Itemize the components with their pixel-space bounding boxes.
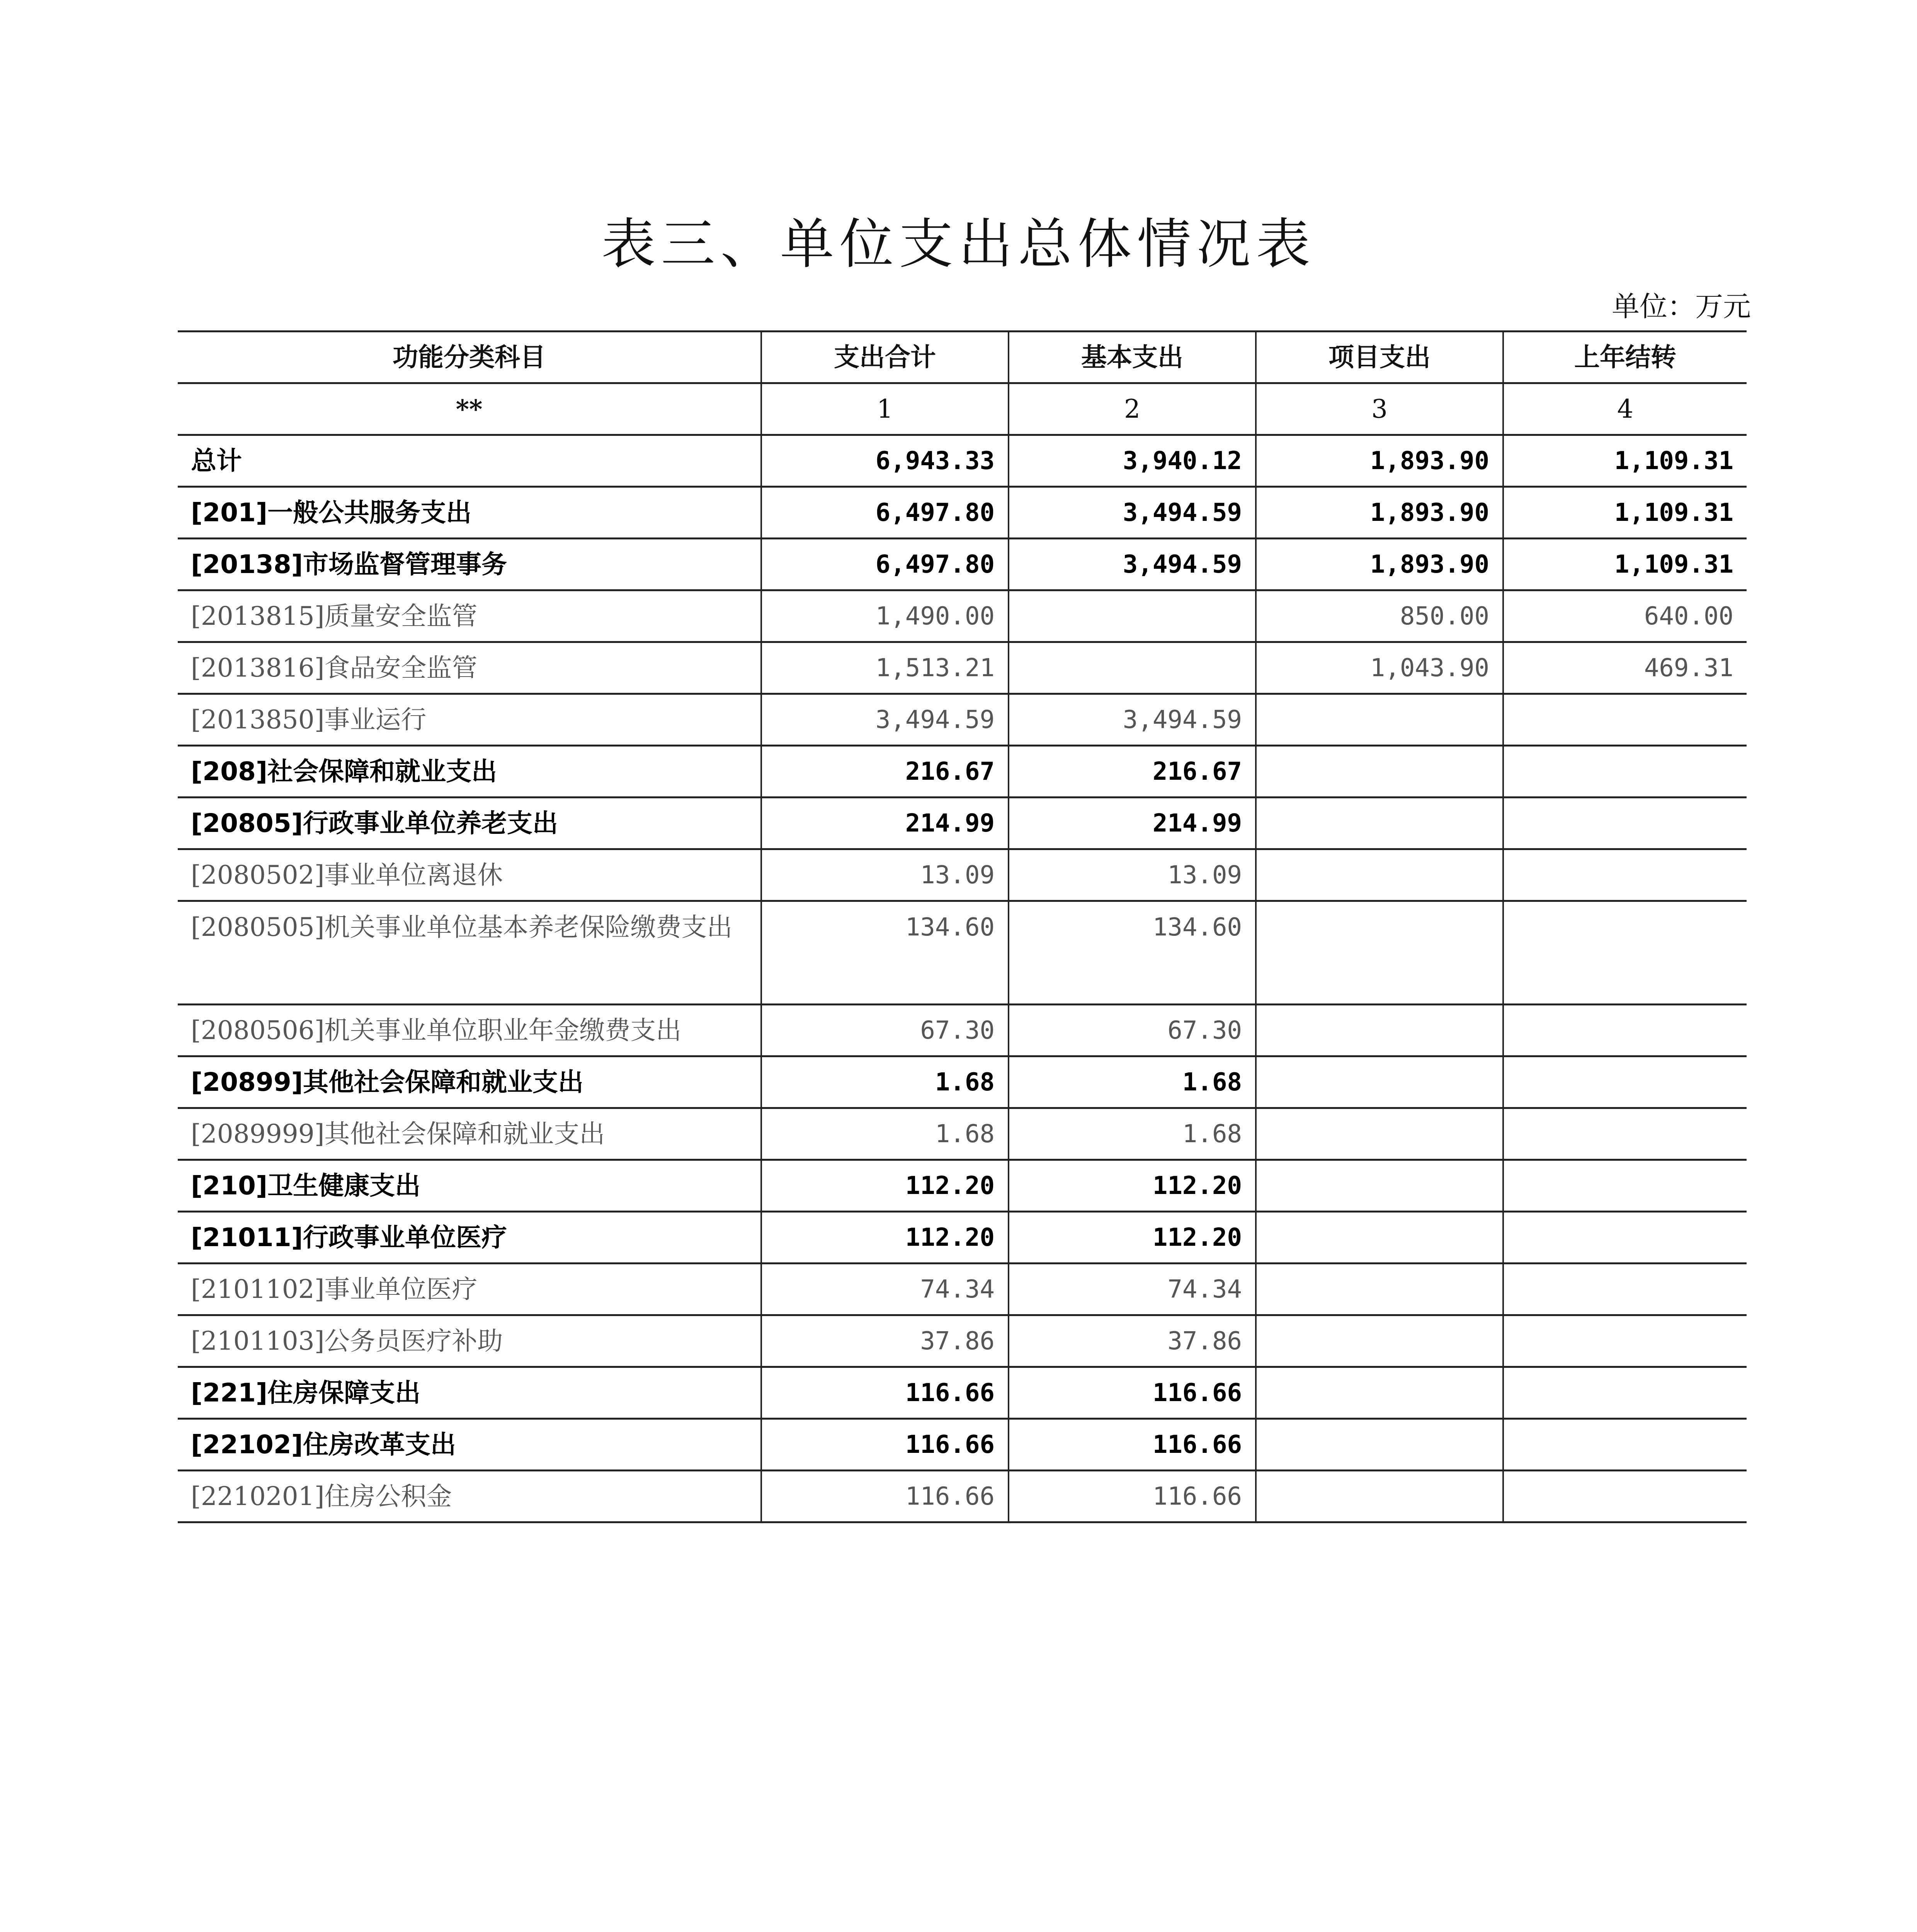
- col-header-basic: 基本支出: [1009, 332, 1256, 383]
- basic-cell: 112.20: [1009, 1160, 1256, 1212]
- carryover-cell: [1503, 1212, 1747, 1264]
- table-row: [178, 694, 1747, 746]
- project-cell: [1256, 1315, 1503, 1367]
- subject-cell: [2101103]公务员医疗补助: [178, 1315, 761, 1367]
- index-cell: 3: [1256, 383, 1503, 435]
- total-cell: 6,497.80: [761, 487, 1009, 539]
- table-row: [178, 1056, 1747, 1108]
- total-cell: 13.09: [761, 849, 1009, 901]
- carryover-cell: [1503, 1471, 1747, 1522]
- basic-cell: 216.67: [1009, 746, 1256, 798]
- carryover-cell: [1503, 1315, 1747, 1367]
- total-cell: 216.67: [761, 746, 1009, 798]
- subject-cell: [20805]行政事业单位养老支出: [178, 798, 761, 849]
- project-cell: 850.00: [1256, 590, 1503, 642]
- basic-cell: 3,494.59: [1009, 487, 1256, 539]
- index-cell: 1: [761, 383, 1009, 435]
- col-header-project: 项目支出: [1256, 332, 1503, 383]
- table-row: [178, 435, 1747, 487]
- subject-cell: [2089999]其他社会保障和就业支出: [178, 1108, 761, 1160]
- table-row: [178, 1419, 1747, 1471]
- table-row: [178, 590, 1747, 642]
- basic-cell: 3,494.59: [1009, 539, 1256, 590]
- basic-cell: [1009, 590, 1256, 642]
- subject-cell: [2210201]住房公积金: [178, 1471, 761, 1522]
- table-body: [178, 435, 1747, 1522]
- table-row: [178, 487, 1747, 539]
- project-cell: [1256, 1264, 1503, 1315]
- table-row: [178, 1264, 1747, 1315]
- page-title: 表三、单位支出总体情况表: [601, 213, 1316, 276]
- index-row: [178, 383, 1747, 435]
- index-cell: 4: [1503, 383, 1747, 435]
- table-row: [178, 1160, 1747, 1212]
- carryover-cell: [1503, 694, 1747, 746]
- subject-cell: [2013816]食品安全监管: [178, 642, 761, 694]
- basic-cell: 67.30: [1009, 1005, 1256, 1056]
- carryover-cell: [1503, 746, 1747, 798]
- basic-cell: 116.66: [1009, 1367, 1256, 1419]
- project-cell: [1256, 1160, 1503, 1212]
- project-cell: 1,043.90: [1256, 642, 1503, 694]
- project-cell: 1,893.90: [1256, 487, 1503, 539]
- basic-cell: 1.68: [1009, 1108, 1256, 1160]
- subject-cell: [20899]其他社会保障和就业支出: [178, 1056, 761, 1108]
- carryover-cell: [1503, 1264, 1747, 1315]
- total-cell: 116.66: [761, 1367, 1009, 1419]
- total-cell: 112.20: [761, 1212, 1009, 1264]
- carryover-cell: 1,109.31: [1503, 487, 1747, 539]
- carryover-cell: 1,109.31: [1503, 435, 1747, 487]
- project-cell: [1256, 1005, 1503, 1056]
- total-cell: 1,490.00: [761, 590, 1009, 642]
- col-header-subject: 功能分类科目: [178, 332, 761, 383]
- basic-cell: 214.99: [1009, 798, 1256, 849]
- total-cell: 74.34: [761, 1264, 1009, 1315]
- project-cell: [1256, 849, 1503, 901]
- total-cell: 1.68: [761, 1056, 1009, 1108]
- total-cell: 67.30: [761, 1005, 1009, 1056]
- header-row: [178, 332, 1747, 383]
- project-cell: [1256, 1471, 1503, 1522]
- basic-cell: 116.66: [1009, 1419, 1256, 1471]
- carryover-cell: [1503, 798, 1747, 849]
- subject-cell: [2080505]机关事业单位基本养老保险缴费支出: [178, 901, 761, 1005]
- carryover-cell: [1503, 1005, 1747, 1056]
- basic-cell: 13.09: [1009, 849, 1256, 901]
- basic-cell: 1.68: [1009, 1056, 1256, 1108]
- total-cell: 1.68: [761, 1108, 1009, 1160]
- subject-cell: [221]住房保障支出: [178, 1367, 761, 1419]
- project-cell: [1256, 1367, 1503, 1419]
- total-cell: 6,497.80: [761, 539, 1009, 590]
- table-row: [178, 1315, 1747, 1367]
- total-cell: 116.66: [761, 1471, 1009, 1522]
- table-row: [178, 1212, 1747, 1264]
- unit-label: 单位：万元: [1611, 290, 1751, 323]
- table-row: [178, 1108, 1747, 1160]
- carryover-cell: [1503, 1108, 1747, 1160]
- table-row: [178, 849, 1747, 901]
- subject-cell: [2013850]事业运行: [178, 694, 761, 746]
- basic-cell: 116.66: [1009, 1471, 1256, 1522]
- total-cell: 6,943.33: [761, 435, 1009, 487]
- project-cell: 1,893.90: [1256, 539, 1503, 590]
- basic-cell: 3,494.59: [1009, 694, 1256, 746]
- project-cell: [1256, 1108, 1503, 1160]
- subject-cell: [20138]市场监督管理事务: [178, 539, 761, 590]
- index-cell: 2: [1009, 383, 1256, 435]
- project-cell: [1256, 1212, 1503, 1264]
- basic-cell: 74.34: [1009, 1264, 1256, 1315]
- subject-cell: [2080502]事业单位离退休: [178, 849, 761, 901]
- carryover-cell: [1503, 1056, 1747, 1108]
- index-cell: **: [178, 383, 761, 435]
- project-cell: [1256, 694, 1503, 746]
- subject-cell: [2080506]机关事业单位职业年金缴费支出: [178, 1005, 761, 1056]
- expenditure-table: [178, 330, 1747, 1523]
- table-row: [178, 1367, 1747, 1419]
- subject-cell: [21011]行政事业单位医疗: [178, 1212, 761, 1264]
- subject-cell: 总计: [178, 435, 761, 487]
- project-cell: [1256, 901, 1503, 1005]
- project-cell: [1256, 798, 1503, 849]
- basic-cell: 134.60: [1009, 901, 1256, 1005]
- subject-cell: [210]卫生健康支出: [178, 1160, 761, 1212]
- subject-cell: [22102]住房改革支出: [178, 1419, 761, 1471]
- carryover-cell: 1,109.31: [1503, 539, 1747, 590]
- table-row: [178, 1005, 1747, 1056]
- carryover-cell: [1503, 849, 1747, 901]
- total-cell: 134.60: [761, 901, 1009, 1005]
- total-cell: 1,513.21: [761, 642, 1009, 694]
- total-cell: 112.20: [761, 1160, 1009, 1212]
- subject-cell: [2101102]事业单位医疗: [178, 1264, 761, 1315]
- subject-cell: [2013815]质量安全监管: [178, 590, 761, 642]
- basic-cell: 3,940.12: [1009, 435, 1256, 487]
- subject-cell: [201]一般公共服务支出: [178, 487, 761, 539]
- project-cell: [1256, 1056, 1503, 1108]
- basic-cell: [1009, 642, 1256, 694]
- project-cell: 1,893.90: [1256, 435, 1503, 487]
- carryover-cell: 469.31: [1503, 642, 1747, 694]
- col-header-carryover: 上年结转: [1503, 332, 1747, 383]
- subject-cell: [208]社会保障和就业支出: [178, 746, 761, 798]
- carryover-cell: 640.00: [1503, 590, 1747, 642]
- total-cell: 3,494.59: [761, 694, 1009, 746]
- basic-cell: 112.20: [1009, 1212, 1256, 1264]
- table-row: [178, 901, 1747, 1005]
- total-cell: 214.99: [761, 798, 1009, 849]
- total-cell: 116.66: [761, 1419, 1009, 1471]
- carryover-cell: [1503, 901, 1747, 1005]
- total-cell: 37.86: [761, 1315, 1009, 1367]
- table-row: [178, 642, 1747, 694]
- table-row: [178, 798, 1747, 849]
- carryover-cell: [1503, 1367, 1747, 1419]
- table-row: [178, 746, 1747, 798]
- col-header-total: 支出合计: [761, 332, 1009, 383]
- basic-cell: 37.86: [1009, 1315, 1256, 1367]
- table-row: [178, 1471, 1747, 1522]
- carryover-cell: [1503, 1160, 1747, 1212]
- project-cell: [1256, 746, 1503, 798]
- table-row: [178, 539, 1747, 590]
- carryover-cell: [1503, 1419, 1747, 1471]
- project-cell: [1256, 1419, 1503, 1471]
